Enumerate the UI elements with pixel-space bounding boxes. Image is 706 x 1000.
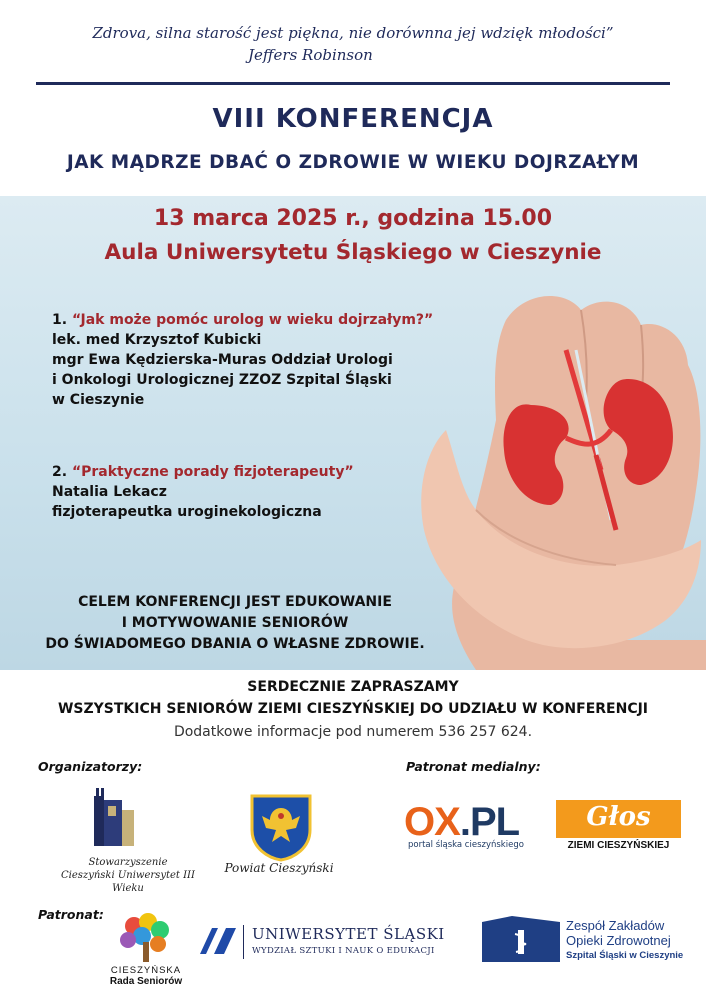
conference-title: VIII KONFERENCJA: [212, 104, 494, 134]
oxpl-subtitle: portal śląska cieszyńskiego: [408, 840, 524, 850]
glos-logo-text: Głos: [586, 802, 651, 832]
contact-info: Dodatkowe informacje pod numerem 536 257 624.: [173, 724, 533, 740]
coat-of-arms-logo: [248, 792, 314, 862]
talk-2: [52, 462, 354, 522]
rada-seniorow-logo: [112, 912, 180, 964]
goal-line: I MOTYWOWANIE SENIORÓW: [121, 615, 349, 631]
utw-tower-logo: [92, 786, 136, 846]
zzoz-line-1: Zespół Zakładów: [566, 918, 665, 933]
rada-line-1: CIESZYŃSKA: [110, 965, 182, 976]
oxpl-logo-dot: .: [459, 800, 470, 844]
media-patron-label: Patronat medialny:: [406, 759, 541, 774]
zzoz-line-3: Szpital Śląski w Cieszynie: [566, 950, 684, 961]
glos-subtitle: ZIEMI CIESZYŃSKIEJ: [567, 840, 670, 851]
organizer-1-caption: [58, 856, 198, 895]
uniwersytet-faculty: WYDZIAŁ SZTUKI I NAUK O EDUKACJI: [252, 946, 435, 956]
oxpl-logo-o: O: [404, 800, 435, 844]
quote-author: Jeffers Robinson: [248, 46, 373, 64]
talk-1-line: w Cieszynie: [52, 392, 145, 408]
zzoz-logo: [482, 916, 560, 962]
talk-2-line: Natalia Lekacz: [52, 484, 167, 500]
talk-1-number: 1.: [52, 312, 68, 328]
patron-label: Patronat:: [38, 907, 104, 922]
talk-2-title: “Praktyczne porady fizjoterapeuty”: [71, 464, 354, 480]
talk-1-line: lek. med Krzysztof Kubicki: [52, 332, 262, 348]
goal-line: DO ŚWIADOMEGO DBANIA O WŁASNE ZDROWIE.: [45, 636, 425, 652]
oxpl-logo-x: X: [434, 800, 460, 844]
talk-1-heading: [52, 310, 433, 330]
invitation-line: WSZYSTKICH SENIORÓW ZIEMI CIESZYŃSKIEJ DO UDZIAŁU W KONFERENCJI: [57, 701, 649, 717]
talk-1-title: “Jak może pomóc urolog w wieku dojrzałym?”: [71, 312, 434, 328]
uniwersytet-slaski-logo: [198, 924, 238, 960]
goal-line: CELEM KONFERENCJI JEST EDUKOWANIE: [78, 594, 392, 610]
zzoz-line-2: Opieki Zdrowotnej: [566, 933, 671, 948]
oxpl-logo-pl: PL: [469, 800, 520, 844]
rada-line-2: Rada Seniorów: [109, 976, 183, 987]
event-venue: Aula Uniwersytetu Śląskiego w Cieszynie: [104, 240, 602, 265]
header-quote: Zdrova, silna starość jest piękna, nie dorównna jej wdzięk młodości”: [92, 24, 614, 42]
organizer-1-caption-line: Stowarzyszenie: [88, 857, 168, 868]
talk-1: [52, 310, 433, 410]
organizers-label: Organizatorzy:: [38, 759, 143, 774]
conference-subtitle: JAK MĄDRZE DBAĆ O ZDROWIE W WIEKU DOJRZAŁYM: [66, 152, 640, 173]
uniwersytet-separator: [243, 925, 244, 959]
talk-1-line: i Onkologi Urologicznej ZZOZ Szpital Śląski: [52, 372, 392, 388]
talk-2-heading: [52, 462, 354, 482]
organizer-1-caption-line: Cieszyński Uniwersytet III Wieku: [61, 870, 195, 894]
talk-2-number: 2.: [52, 464, 68, 480]
invitation-line: SERDECZNIE ZAPRASZAMY: [247, 679, 459, 695]
talk-2-line: fizjoterapeutka uroginekologiczna: [52, 504, 322, 520]
talk-1-line: mgr Ewa Kędzierska-Muras Oddział Urologi: [52, 352, 393, 368]
uniwersytet-name: UNIWERSYTET ŚLĄSKI: [252, 925, 445, 943]
oxpl-logo: [404, 800, 519, 845]
invitation: [0, 676, 706, 720]
conference-goal: [0, 592, 470, 655]
event-date: 13 marca 2025 r., godzina 15.00: [153, 206, 553, 231]
header-divider: [36, 82, 670, 85]
organizer-2-caption: Powiat Cieszyński: [224, 861, 334, 875]
